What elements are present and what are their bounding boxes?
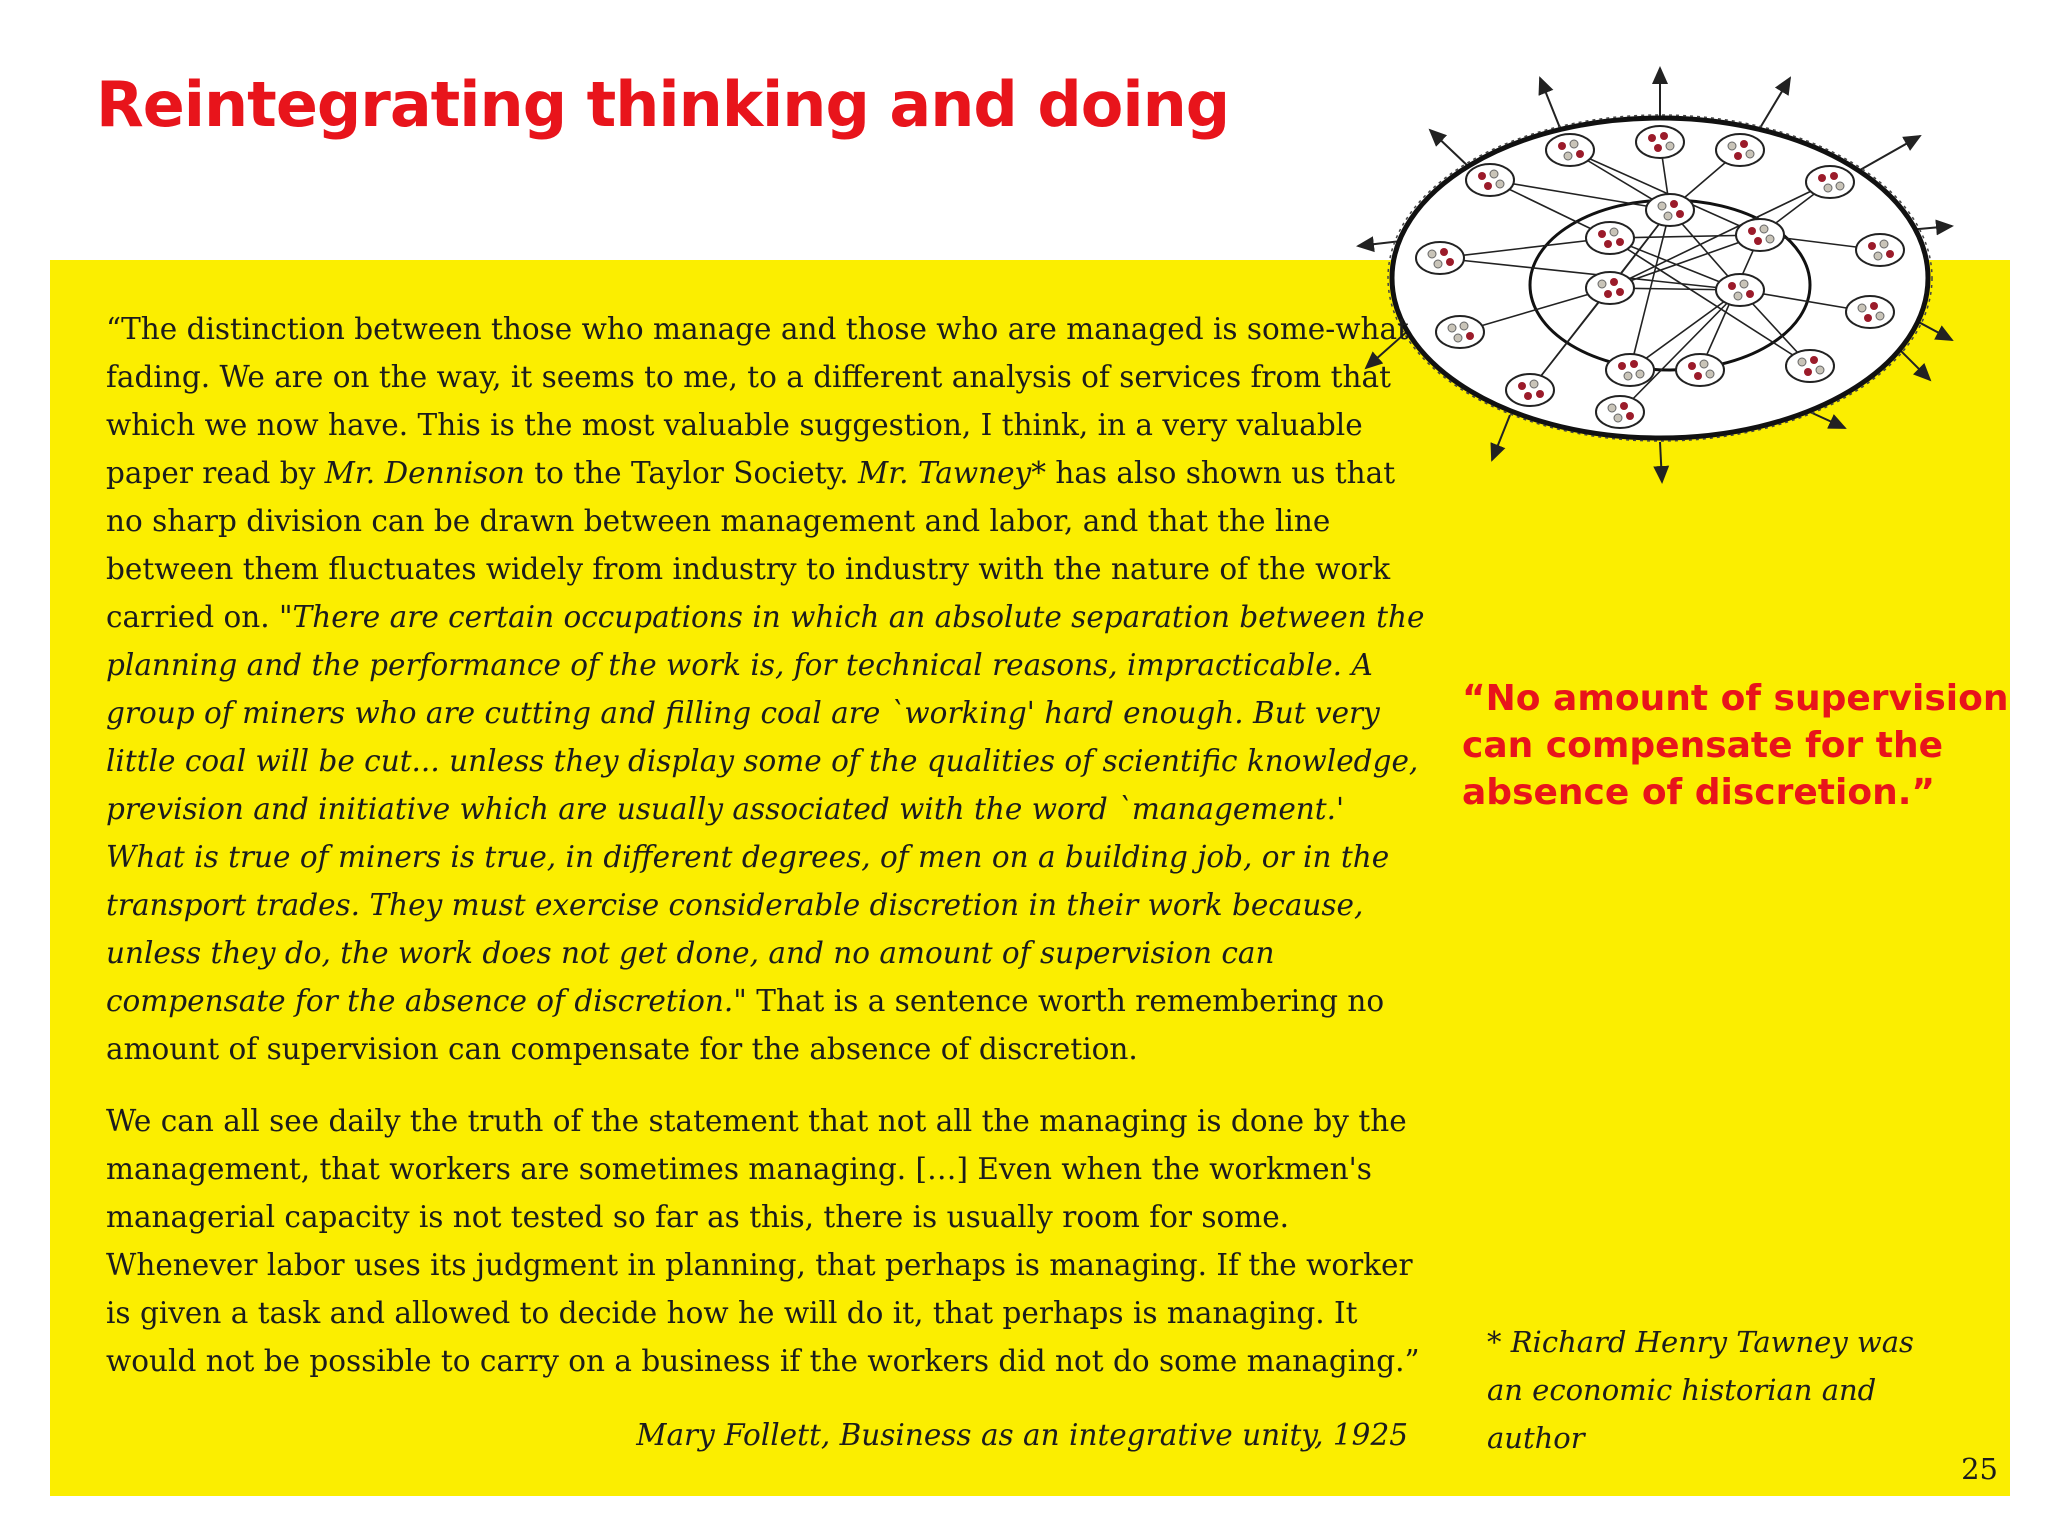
network-illustration (1340, 50, 1960, 490)
page-number: 25 (1961, 1452, 1998, 1486)
quote-text: to the Taylor Society. (524, 456, 859, 490)
tawney-quote-italic: "There are certain occupations in which an absolute separation between the planning and the performance of the work is, for technical reasons, impracticable. A group of miners who are cutting and filling coal are `working' hard enough. But very little coal will be cut... unless they display some of the qualities of scientific knowledge, prevision and initiative which are usually associated with the word `management.' What is true of miners is true, in different degrees, of men on a building job, or in the transport trades. They must exercise considerable discretion in their work because, unless they do, the work does not get done, and no amount of supervision can compensate for the absence of discretion." (106, 600, 1425, 1018)
footnote: * Richard Henry Tawney was an economic historian and author (1487, 1325, 1914, 1455)
quote-attribution: Mary Follett, Business as an integrative unity, 1925 (636, 1418, 1408, 1452)
quote-text-italic: Mr. Tawney (858, 456, 1032, 490)
pull-quote: “No amount of supervision can compensate for the absence of discretion.” (1462, 678, 2009, 813)
quote-text: * has also shown us that no sharp division can be drawn between management and labor, and that the line between them fluctuates widely from industry to industry with the nature of the work carried on. (106, 456, 1396, 634)
page-title: Reintegrating thinking and doing (96, 68, 1230, 141)
main-quote (106, 305, 1426, 1385)
quote-text-italic: Mr. Dennison (324, 456, 525, 490)
quote-paragraph-1 (106, 305, 1426, 1073)
quote-text: “The distinction between those who manage and those who are managed is some-what fading. We are on the way, it seems to me, to a different analysis of services from that which we now have. This is the most valuable suggestion, I think, in a very valuable paper read by (106, 312, 1409, 490)
quote-paragraph-2: We can all see daily the truth of the statement that not all the managing is done by the management, that workers are sometimes managing. […] Even when the workmen's managerial capacity is not tested so far as this, there is usually room for some. Whenever labor uses its judgment in planning, that perhaps is managing. If the worker is given a task and allowed to decide how he will do it, that perhaps is managing. It would not be possible to carry on a business if the workers did not do some managing.” (106, 1104, 1420, 1378)
quote-text: That is a sentence worth remembering no amount of supervision can compensate for the absence of discretion. (106, 984, 1385, 1066)
